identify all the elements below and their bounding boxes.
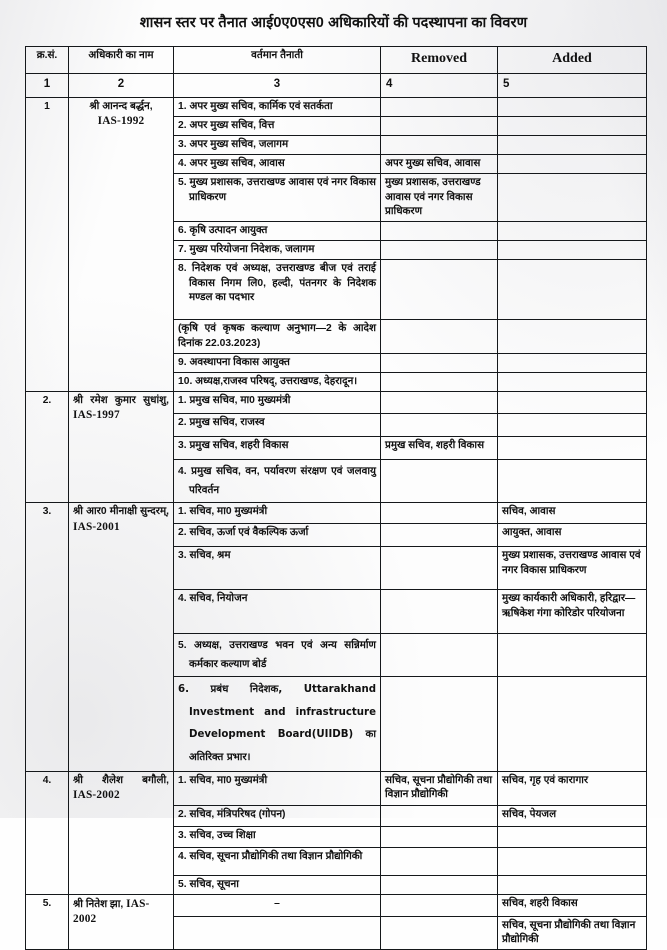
removed-cell (381, 135, 498, 154)
table-row (26, 894, 647, 916)
row-serial: 5. (26, 894, 69, 949)
posting-item (174, 847, 381, 875)
removed-cell: अपर मुख्य सचिव, आवास (381, 155, 498, 174)
row-officer-name (69, 894, 174, 949)
posting-item: 4. अपर मुख्य सचिव, आवास (174, 155, 381, 174)
posting-item: 1. अपर मुख्य सचिव, कार्मिक एवं सतर्कता (174, 97, 381, 116)
row-serial: 1 (26, 97, 69, 392)
posting-text: 5. मुख्य प्रशासक, उत्तराखण्ड आवास एवं नगर विकास प्राधिकरण (178, 177, 376, 203)
added-cell (498, 174, 647, 222)
row-serial: 3. (26, 503, 69, 772)
added-cell (498, 221, 647, 240)
posting-item (174, 460, 381, 503)
posting-item: 1. सचिव, मा0 मुख्यमंत्री (174, 772, 381, 805)
removed-cell: मुख्य प्रशासक, उत्तराखण्ड आवास एवं नगर विकास प्राधिकरण (381, 174, 498, 222)
removed-cell (381, 392, 498, 414)
table-body (26, 73, 647, 950)
row-officer-name (69, 772, 174, 895)
row-serial: 4. (26, 772, 69, 895)
posting-text: 8. निदेशक एवं अध्यक्ष, उत्तराखण्ड बीज एवं तराई विकास निगम लि0, हल्दी, पंतनगर के निदेशक मण्डल का पदभार (178, 263, 376, 303)
removed-cell (381, 590, 498, 634)
added-cell (498, 135, 647, 154)
header-row (26, 46, 647, 73)
table-row (26, 503, 647, 524)
added-cell (498, 116, 647, 135)
removed-cell (381, 634, 498, 677)
removed-cell (381, 547, 498, 590)
added-cell (498, 260, 647, 320)
removed-cell (381, 241, 498, 260)
posting-text: 6. प्रबंध निदेशक, Uttarakhand Investment and infrastructure Development Board(UIIDB) का अतिरिक्त प्रभार। (178, 684, 376, 763)
page-title: शासन स्तर पर तैनात आई0ए0एस0 अधिकारियों की पदस्थापना का विवरण (139, 15, 528, 31)
table-row (26, 392, 647, 414)
posting-item: 9. अवस्थापना विकास आयुक्त (174, 353, 381, 372)
removed-cell (381, 260, 498, 320)
posting-item: 5. सचिव, सूचना (174, 875, 381, 894)
added-cell: सचिव, पेयजल (498, 805, 647, 826)
posting-item: – (174, 894, 381, 916)
added-cell: मुख्य प्रशासक, उत्तराखण्ड आवास एवं नगर विकास प्राधिकरण (498, 547, 647, 590)
removed-cell (381, 460, 498, 503)
added-cell: मुख्य कार्यकारी अधिकारी, हरिद्वार—ऋषिकेश गंगा कोरिडोर परियोजना (498, 590, 647, 634)
removed-cell (381, 916, 498, 949)
removed-cell (381, 875, 498, 894)
removed-cell (381, 414, 498, 437)
added-cell (498, 460, 647, 503)
posting-item: 3. सचिव, उच्च शिक्षा (174, 826, 381, 847)
added-cell: सचिव, सूचना प्रौद्योगिकी तथा विज्ञान प्रौद्योगिकी (498, 916, 647, 949)
removed-cell (381, 677, 498, 772)
officer-ias-batch: IAS-2002 (73, 789, 120, 802)
officer-ias-batch: IAS-2001 (73, 520, 120, 533)
removed-cell (381, 97, 498, 116)
col-header-removed: Removed (381, 46, 498, 73)
removed-cell (381, 320, 498, 353)
posting-item: 7. मुख्य परियोजना निदेशक, जलागम (174, 241, 381, 260)
posting-item: 6. कृषि उत्पादन आयुक्त (174, 221, 381, 240)
removed-cell (381, 116, 498, 135)
col-header-serial: क्र.सं. (26, 46, 69, 73)
added-cell (498, 437, 647, 460)
added-cell: आयुक्त, आवास (498, 524, 647, 547)
added-cell (498, 320, 647, 353)
removed-cell (381, 524, 498, 547)
officer-name-text: श्री शैलेश बगौली, (73, 775, 169, 787)
removed-cell (381, 894, 498, 916)
column-number-row (26, 73, 647, 97)
removed-cell: प्रमुख सचिव, शहरी विकास (381, 437, 498, 460)
added-cell: सचिव, गृह एवं कारागार (498, 772, 647, 805)
col-header-officer-name: अधिकारी का नाम (69, 46, 174, 73)
posting-item (174, 634, 381, 677)
added-cell (498, 155, 647, 174)
colnum-5: 5 (498, 73, 647, 97)
colnum-4: 4 (381, 73, 498, 97)
added-cell (498, 373, 647, 392)
col-header-current-posting: वर्तमान तैनाती (174, 46, 381, 73)
officer-ias-batch: IAS-2002 (73, 897, 150, 926)
posting-note (174, 320, 381, 353)
posting-item: 2. सचिव, ऊर्जा एवं वैकल्पिक ऊर्जा (174, 524, 381, 547)
posting-text: 4. सचिव, सूचना प्रौद्योगिकी तथा विज्ञान प्रौद्योगिकी (178, 850, 363, 862)
officer-name-text: श्री आनन्द बर्द्धन, (89, 100, 153, 112)
officer-ias-batch: IAS-1997 (73, 409, 120, 422)
removed-cell (381, 353, 498, 372)
added-cell (498, 241, 647, 260)
added-cell (498, 875, 647, 894)
removed-cell (381, 503, 498, 524)
added-cell (498, 97, 647, 116)
colnum-2: 2 (69, 73, 174, 97)
added-cell (498, 826, 647, 847)
posting-text: 4. प्रमुख सचिव, वन, पर्यावरण संरक्षण एवं जलवायु परिवर्तन (178, 466, 376, 497)
added-cell (498, 353, 647, 372)
removed-cell (381, 373, 498, 392)
officer-name-text: श्री आर0 मीनाक्षी सुन्दरम्, (73, 506, 169, 518)
added-cell (498, 677, 647, 772)
posting-item (174, 260, 381, 320)
posting-item: 3. प्रमुख सचिव, शहरी विकास (174, 437, 381, 460)
officer-name-text: श्री रमेश कुमार सुधांशु, (73, 395, 169, 407)
posting-item: 3. सचिव, श्रम (174, 547, 381, 590)
added-cell: सचिव, आवास (498, 503, 647, 524)
added-cell (498, 634, 647, 677)
table-header (26, 46, 647, 73)
colnum-3: 3 (174, 73, 381, 97)
removed-cell (381, 805, 498, 826)
posting-item: 2. सचिव, मंत्रिपरिषद (गोपन) (174, 805, 381, 826)
posting-item: 4. सचिव, नियोजन (174, 590, 381, 634)
table-row (26, 772, 647, 805)
removed-cell: सचिव, सूचना प्रौद्योगिकी तथा विज्ञान प्रौद्योगिकी (381, 772, 498, 805)
posting-item (174, 916, 381, 949)
added-cell (498, 392, 647, 414)
col-header-added: Added (498, 46, 647, 73)
added-cell (498, 414, 647, 437)
removed-cell (381, 221, 498, 240)
added-cell (498, 847, 647, 875)
posting-item: 10. अध्यक्ष,राजस्व परिषद्, उत्तराखण्ड, देहरादून। (174, 373, 381, 392)
posting-text: 5. अध्यक्ष, उत्तराखण्ड भवन एवं अन्य सन्निर्माण कर्मकार कल्याण बोर्ड (178, 640, 376, 671)
table-row (26, 97, 647, 116)
row-officer-name (69, 392, 174, 503)
officers-posting-table (25, 46, 647, 950)
removed-cell (381, 847, 498, 875)
officer-name-text: श्री नितेश झा, (73, 898, 124, 910)
posting-item: 1. प्रमुख सचिव, मा0 मुख्यमंत्री (174, 392, 381, 414)
row-officer-name (69, 503, 174, 772)
posting-item: 1. सचिव, मा0 मुख्यमंत्री (174, 503, 381, 524)
removed-cell (381, 826, 498, 847)
posting-item (174, 174, 381, 222)
posting-item (174, 677, 381, 772)
row-officer-name (69, 97, 174, 392)
posting-item: 2. अपर मुख्य सचिव, वित्त (174, 116, 381, 135)
posting-item: 2. प्रमुख सचिव, राजस्व (174, 414, 381, 437)
posting-note-text: (कृषि एवं कृषक कल्याण अनुभाग—2 के आदेश दिनांक 22.03.2023) (178, 323, 376, 349)
posting-item: 3. अपर मुख्य सचिव, जलागम (174, 135, 381, 154)
row-serial: 2. (26, 392, 69, 503)
officer-ias-batch: IAS-1992 (97, 114, 145, 127)
added-cell: सचिव, शहरी विकास (498, 894, 647, 916)
colnum-1: 1 (26, 73, 69, 97)
